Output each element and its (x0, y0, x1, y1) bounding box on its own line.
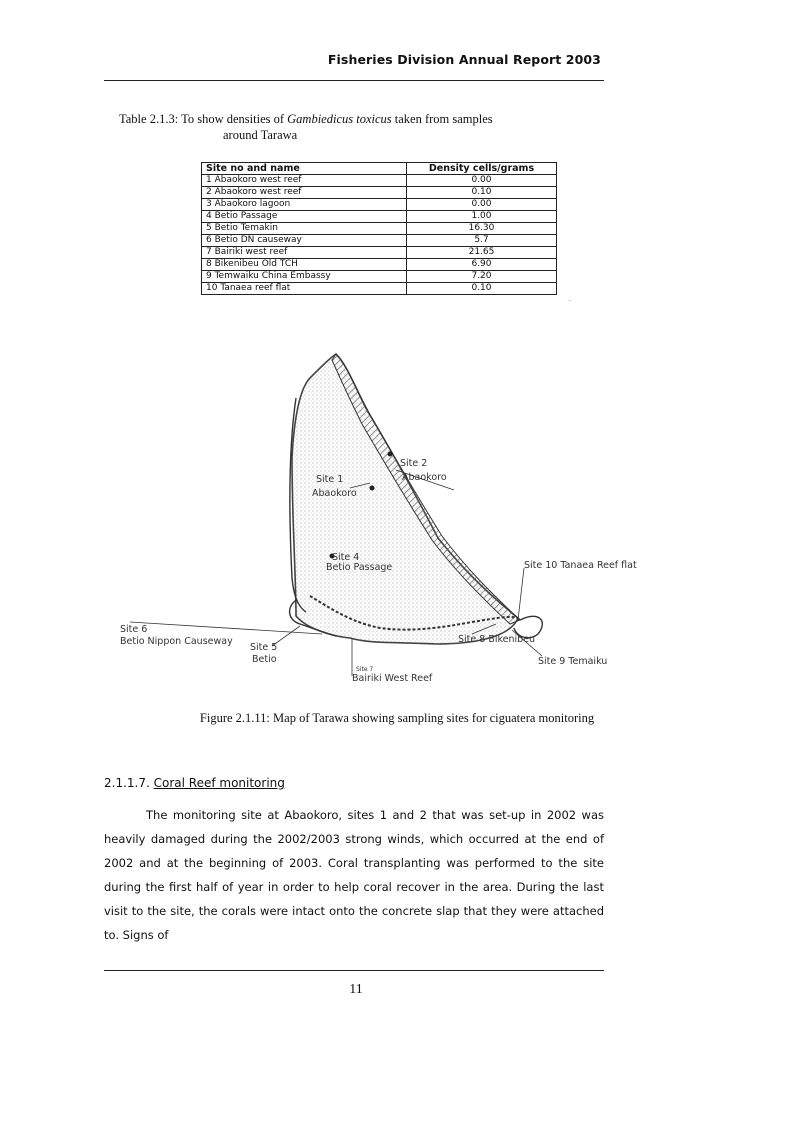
table-cell-density: 16.30 (407, 223, 557, 235)
site5-label-1: Site 5 (250, 642, 278, 653)
site6-label-1: Site 6 (120, 624, 148, 635)
tarawa-map (100, 338, 660, 688)
site7-label-2: Bairiki West Reef (352, 673, 433, 684)
site2-label-1: Site 2 (400, 458, 428, 469)
page-number: 11 (349, 982, 363, 997)
table-row (202, 283, 557, 295)
table-cell-site: 6 Betio DN causeway (202, 235, 407, 247)
table-cell-density: 21.65 (407, 247, 557, 259)
site2-label-2: Abaokoro (402, 472, 447, 483)
table-trailing-mark: · (569, 298, 571, 305)
table-cell-density: 0.10 (407, 187, 557, 199)
table-row (202, 175, 557, 187)
site1-marker (370, 486, 375, 491)
table-cell-density: 1.00 (407, 211, 557, 223)
section-title: Coral Reef monitoring (153, 776, 285, 790)
site9-label: Site 9 Temaiku (538, 656, 608, 667)
section-heading (104, 776, 285, 790)
table-caption-line1 (119, 111, 493, 127)
body-paragraph: The monitoring site at Abaokoro, sites 1 and 2 that was set-up in 2002 was heavily damaged during the 2002/2003 strong winds, which occurred at the end of 2002 and at the beginning of 2003. Coral transplanting was performed to the site during the first half of year in order to help coral recover in the area. During the last visit to the site, the corals were intact onto the concrete slap that they were attached to. Signs of (104, 808, 604, 942)
density-table (201, 162, 557, 295)
table-header-density: Density cells/grams (407, 163, 557, 175)
table-cell-site: 2 Abaokoro west reef (202, 187, 407, 199)
site6-leader (130, 622, 322, 634)
table-caption-species: Gambiedicus toxicus (287, 112, 392, 126)
table-cell-density: 0.10 (407, 283, 557, 295)
table-cell-density: 6.90 (407, 259, 557, 271)
site6-label-2: Betio Nippon Causeway (120, 636, 233, 647)
site1-label-2: Abaokoro (312, 488, 357, 499)
table-caption-prefix: Table 2.1.3: To show densities of (119, 112, 288, 126)
site1-label-1: Site 1 (316, 474, 344, 485)
table-cell-site: 4 Betio Passage (202, 211, 407, 223)
table-cell-site: 8 Bikenibeu Old TCH (202, 259, 407, 271)
site7-label-1: Site 7 (356, 666, 374, 673)
table-cell-density: 7.20 (407, 271, 557, 283)
site2-marker (388, 452, 393, 457)
table-row (202, 259, 557, 271)
table-row (202, 247, 557, 259)
table-cell-density: 5.7 (407, 235, 557, 247)
lagoon-outline (292, 354, 518, 644)
table-row (202, 271, 557, 283)
table-row (202, 199, 557, 211)
table-cell-site: 7 Bairiki west reef (202, 247, 407, 259)
site10-label: Site 10 Tanaea Reef flat (524, 560, 637, 571)
table-row (202, 187, 557, 199)
table-cell-site: 3 Abaokoro lagoon (202, 199, 407, 211)
site4-label-1: Site 4 (332, 552, 360, 563)
table-cell-site: 9 Temwaiku China Embassy (202, 271, 407, 283)
table-header-row (202, 163, 557, 175)
site8-label: Site 8 Bikenibeu (458, 634, 536, 645)
footer-rule (104, 970, 604, 971)
table-row (202, 211, 557, 223)
site10-leader (518, 568, 524, 620)
table-cell-density: 0.00 (407, 175, 557, 187)
site4-label-2: Betio Passage (326, 562, 393, 573)
table-caption-suffix: taken from samples (391, 112, 493, 126)
table-row (202, 223, 557, 235)
body-text (104, 803, 604, 947)
table-cell-site: 10 Tanaea reef flat (202, 283, 407, 295)
section-number: 2.1.1.7. (104, 776, 154, 790)
table-row (202, 235, 557, 247)
figure-caption: Figure 2.1.11: Map of Tarawa showing sampling sites for ciguatera monitoring (199, 711, 595, 725)
site5-label-2: Betio (252, 654, 277, 665)
header-rule (104, 80, 604, 81)
table-cell-site: 1 Abaokoro west reef (202, 175, 407, 187)
table-caption-line2: around Tarawa (223, 128, 298, 142)
table-cell-site: 5 Betio Temakin (202, 223, 407, 235)
table-header-site: Site no and name (202, 163, 407, 175)
header-title: Fisheries Division Annual Report 2003 (327, 52, 601, 67)
table-cell-density: 0.00 (407, 199, 557, 211)
